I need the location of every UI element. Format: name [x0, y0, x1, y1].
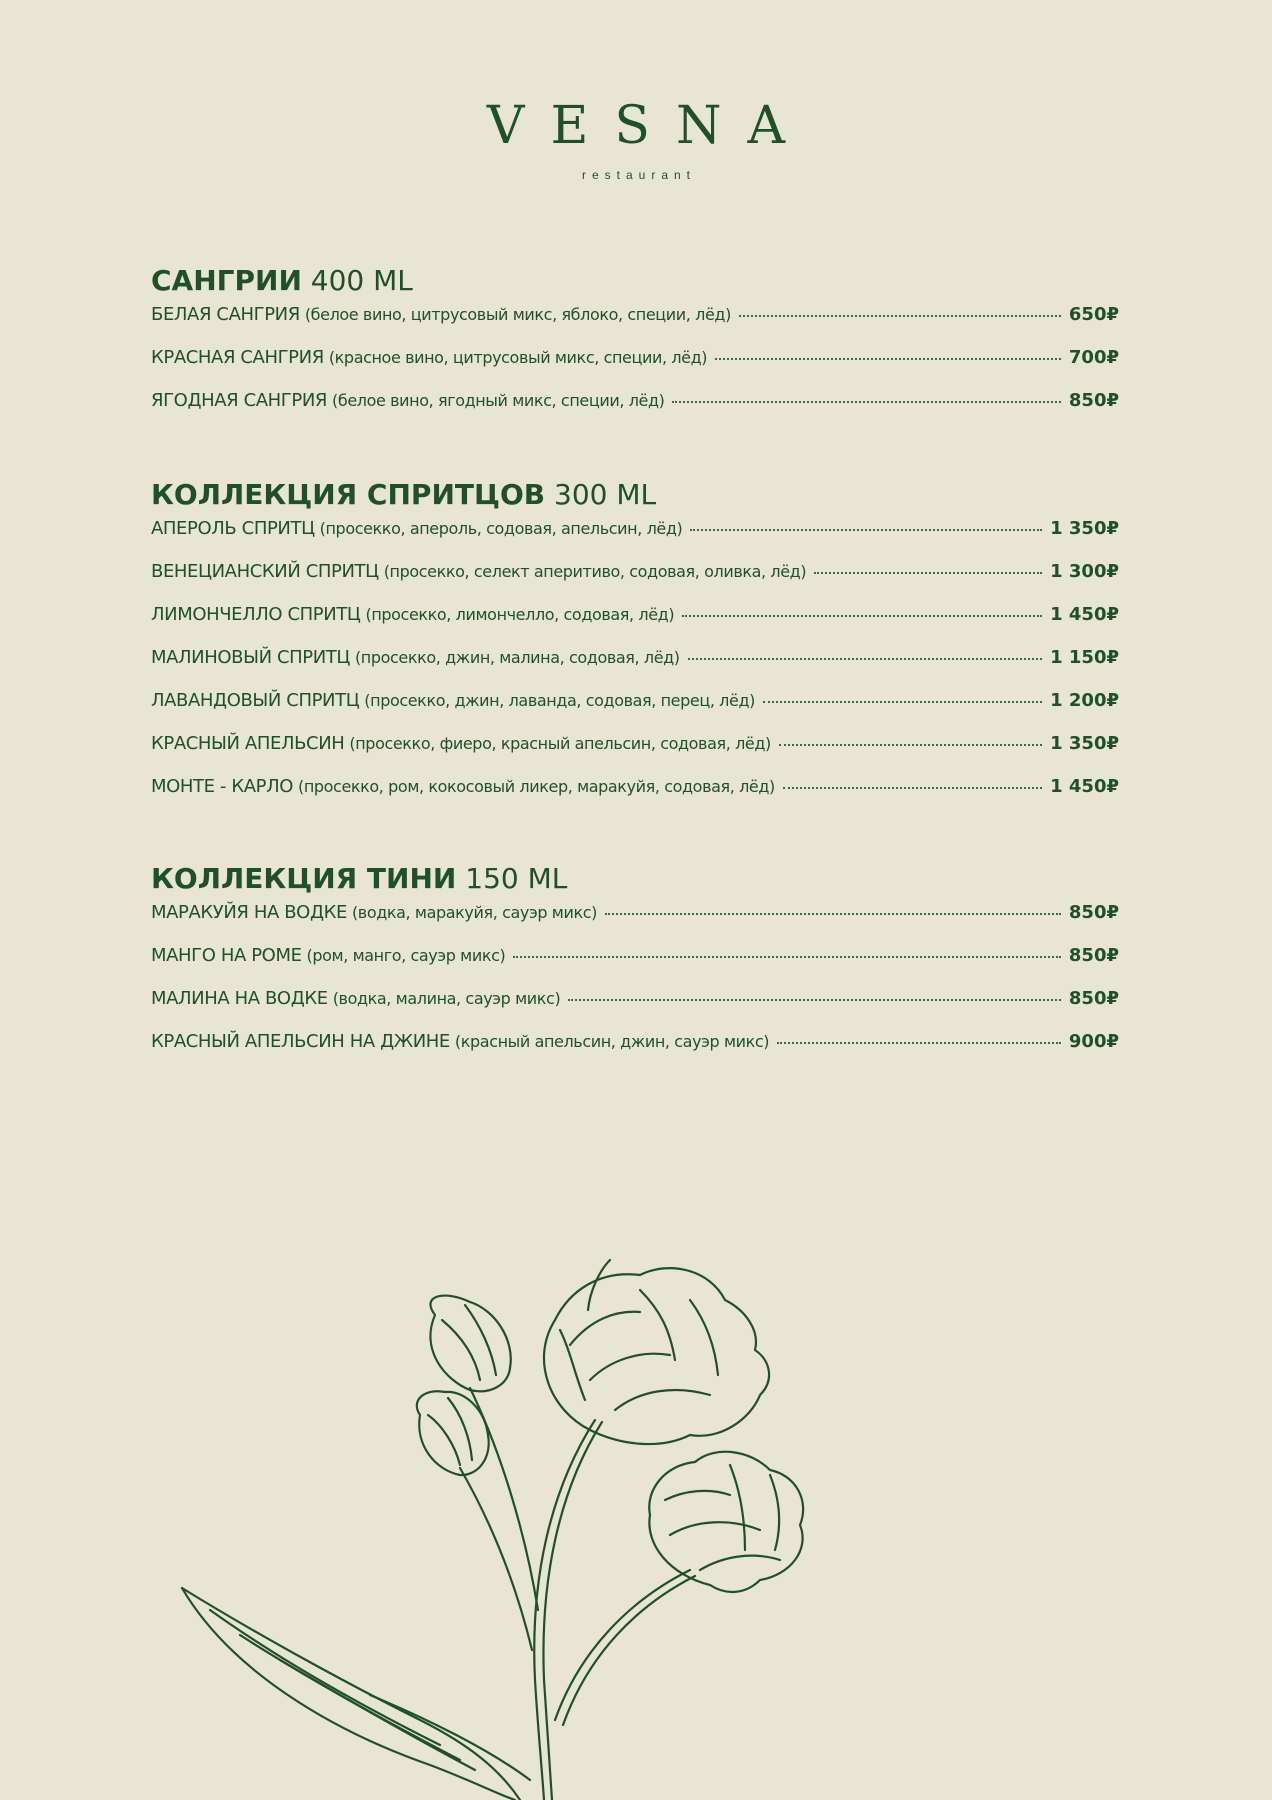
menu-item	[151, 945, 1119, 988]
item-price: 850₽	[1068, 988, 1119, 1009]
tulip-flower-icon	[544, 1260, 769, 1444]
item-name: КРАСНАЯ САНГРИЯ	[151, 347, 324, 368]
logo-name: VESNA	[486, 96, 812, 156]
leader-dots	[690, 529, 1042, 531]
item-price: 1 150₽	[1050, 647, 1119, 668]
item-price: 850₽	[1068, 390, 1119, 411]
menu-item	[151, 347, 1119, 390]
logo-subtitle: restaurant	[581, 168, 697, 182]
section-volume: 400 ML	[310, 264, 413, 297]
item-price: 1 450₽	[1050, 776, 1119, 797]
item-name: ЛИМОНЧЕЛЛО СПРИТЦ	[151, 604, 361, 625]
item-description: (просекко, апероль, содовая, апельсин, лёд)	[319, 519, 683, 538]
section-title	[151, 862, 1119, 902]
leader-dots	[779, 744, 1042, 746]
restaurant-logo	[0, 96, 1272, 182]
item-price: 1 350₽	[1050, 733, 1119, 754]
item-description: (просекко, джин, малина, содовая, лёд)	[354, 648, 680, 667]
section-sangria	[151, 264, 1119, 433]
leader-dots	[605, 913, 1061, 915]
item-name: МАЛИНА НА ВОДКЕ	[151, 988, 328, 1009]
item-description: (белое вино, ягодный микс, специи, лёд)	[332, 391, 665, 410]
section-volume: 150 ML	[465, 862, 568, 895]
item-description: (просекко, лимончелло, содовая, лёд)	[365, 605, 675, 624]
tulip-illustration	[170, 1250, 910, 1800]
item-name: АПЕРОЛЬ СПРИТЦ	[151, 518, 315, 539]
menu-item	[151, 647, 1119, 690]
item-description: (просекко, селект аперитиво, содовая, оливка, лёд)	[383, 562, 807, 581]
leader-dots	[777, 1042, 1061, 1044]
leader-dots	[715, 358, 1061, 360]
leader-dots	[672, 401, 1060, 403]
item-price: 1 350₽	[1050, 518, 1119, 539]
item-price: 850₽	[1068, 945, 1119, 966]
menu-item	[151, 690, 1119, 733]
item-name: ЛАВАНДОВЫЙ СПРИТЦ	[151, 690, 360, 711]
leader-dots	[814, 572, 1042, 574]
menu-item	[151, 604, 1119, 647]
leader-dots	[688, 658, 1042, 660]
item-name: КРАСНЫЙ АПЕЛЬСИН	[151, 733, 345, 754]
leader-dots	[783, 787, 1042, 789]
item-price: 850₽	[1068, 902, 1119, 923]
item-name: МАЛИНОВЫЙ СПРИТЦ	[151, 647, 350, 668]
section-title	[151, 478, 1119, 518]
leader-dots	[739, 315, 1061, 317]
item-description: (водка, малина, сауэр микс)	[332, 989, 561, 1008]
menu-item	[151, 304, 1119, 347]
tulip-bud-icon	[430, 1296, 510, 1392]
section-spritz	[151, 478, 1119, 819]
item-description: (водка, маракуйя, сауэр микс)	[351, 903, 597, 922]
section-name: КОЛЛЕКЦИЯ ТИНИ	[151, 862, 457, 895]
item-description: (красный апельсин, джин, сауэр микс)	[454, 1032, 770, 1051]
section-name: САНГРИИ	[151, 264, 302, 297]
section-volume: 300 ML	[554, 478, 657, 511]
item-price: 1 450₽	[1050, 604, 1119, 625]
item-description: (просекко, фиеро, красный апельсин, содовая, лёд)	[349, 734, 771, 753]
menu-item	[151, 733, 1119, 776]
item-name: МАНГО НА РОМЕ	[151, 945, 302, 966]
section-tini	[151, 862, 1119, 1074]
menu-item	[151, 390, 1119, 433]
item-price: 1 300₽	[1050, 561, 1119, 582]
leader-dots	[763, 701, 1042, 703]
item-description: (красное вино, цитрусовый микс, специи, лёд)	[328, 348, 708, 367]
item-description: (ром, манго, сауэр микс)	[306, 946, 506, 965]
item-price: 1 200₽	[1050, 690, 1119, 711]
item-price: 650₽	[1068, 304, 1119, 325]
item-name: БЕЛАЯ САНГРИЯ	[151, 304, 300, 325]
leader-dots	[682, 615, 1042, 617]
item-price: 700₽	[1068, 347, 1119, 368]
section-title	[151, 264, 1119, 304]
menu-item	[151, 776, 1119, 819]
item-description: (белое вино, цитрусовый микс, яблоко, специи, лёд)	[304, 305, 731, 324]
menu-item	[151, 902, 1119, 945]
item-name: МОНТЕ - КАРЛО	[151, 776, 293, 797]
leaf-icon	[182, 1588, 530, 1800]
item-description: (просекко, джин, лаванда, содовая, перец, лёд)	[364, 691, 755, 710]
item-description: (просекко, ром, кокосовый ликер, маракуйя, содовая, лёд)	[298, 777, 775, 796]
menu-item	[151, 518, 1119, 561]
menu-item	[151, 1031, 1119, 1074]
menu-item	[151, 988, 1119, 1031]
item-name: ЯГОДНАЯ САНГРИЯ	[151, 390, 328, 411]
menu-item	[151, 561, 1119, 604]
section-name: КОЛЛЕКЦИЯ СПРИТЦОВ	[151, 478, 546, 511]
item-price: 900₽	[1068, 1031, 1119, 1052]
item-name: КРАСНЫЙ АПЕЛЬСИН НА ДЖИНЕ	[151, 1031, 450, 1052]
stem-icon	[460, 1388, 695, 1800]
tulip-flower-icon	[649, 1452, 803, 1592]
item-name: ВЕНЕЦИАНСКИЙ СПРИТЦ	[151, 561, 379, 582]
item-name: МАРАКУЙЯ НА ВОДКЕ	[151, 902, 347, 923]
leader-dots	[568, 999, 1061, 1001]
leader-dots	[513, 956, 1061, 958]
